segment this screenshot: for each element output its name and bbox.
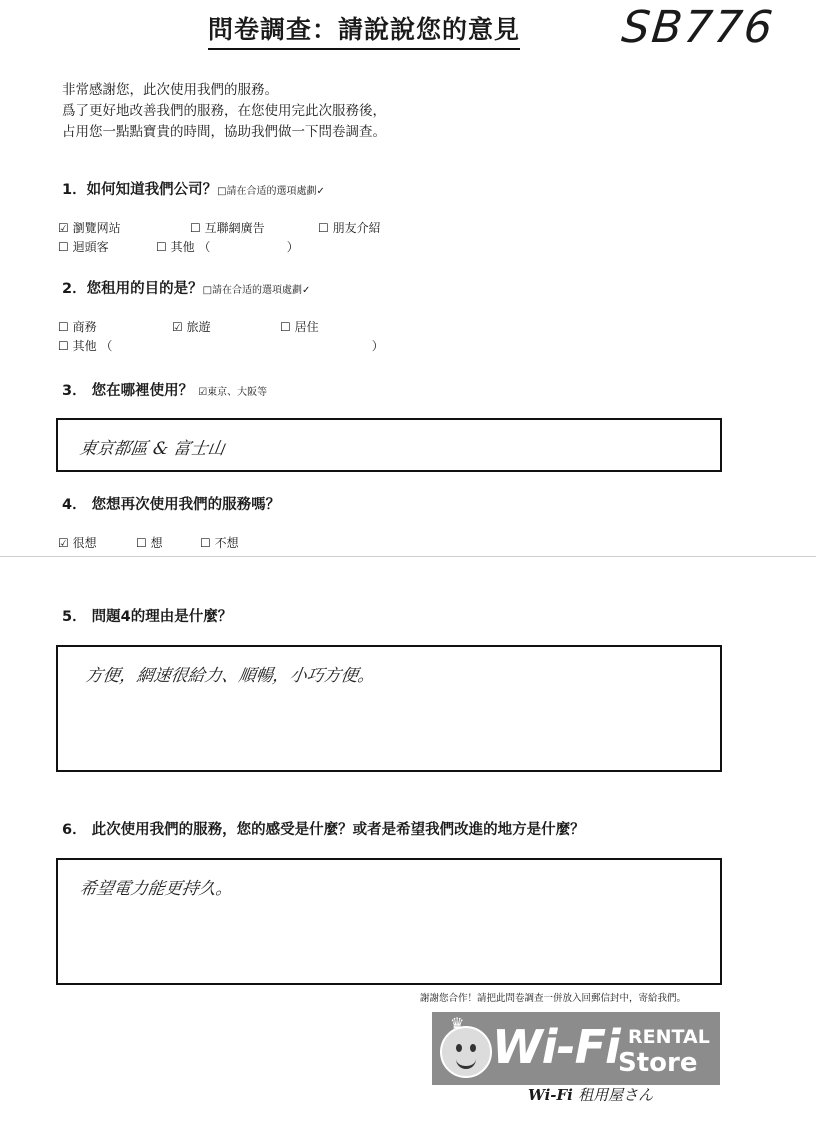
checked-checkbox-icon[interactable]: ☑ [58, 221, 69, 235]
wifi-rental-store-logo [432, 1012, 720, 1085]
question-2 [62, 277, 310, 298]
intro-line-2: 爲了更好地改善我們的服務，在您使用完此次服務後， [62, 103, 386, 119]
q2-option-residence[interactable]: ☐ 居住 [280, 320, 319, 334]
logo-wifi-text: Wi-Fi [492, 1020, 620, 1074]
logo-store-text: Store [618, 1048, 698, 1078]
question-3-hint: ☑東京、大阪等 [198, 387, 268, 398]
q2-option-business[interactable]: ☐ 商務 [58, 320, 97, 334]
handwritten-code: SB776 [619, 2, 777, 53]
answer-box-6[interactable] [56, 858, 722, 985]
logo-subtitle [528, 1084, 653, 1105]
question-1-hint: □請在合适的選項處劃✓ [217, 186, 325, 197]
checkbox-icon[interactable]: ☐ [318, 221, 329, 235]
checkbox-icon[interactable]: ☐ [58, 320, 69, 334]
checkbox-icon[interactable]: ☐ [156, 240, 167, 254]
intro-line-1: 非常感謝您，此次使用我們的服務。 [62, 82, 278, 98]
checkbox-icon[interactable]: ☐ [58, 339, 69, 353]
question-1-label: 1．如何知道我們公司？ [62, 182, 218, 198]
logo-subtitle-jp: 租用屋さん [578, 1086, 654, 1104]
footer-note: 謝謝您合作！請把此問卷調查一併放入回郵信封中，寄給我們。 [420, 993, 687, 1004]
page-title: 問卷調查：請說說您的意見 [208, 10, 520, 50]
checked-checkbox-icon: ☑ [198, 387, 208, 398]
checkbox-icon[interactable]: ☐ [280, 320, 291, 334]
logo-subtitle-en: Wi-Fi [528, 1086, 573, 1104]
intro-text [62, 80, 386, 143]
crown-icon: ♛ [450, 1014, 465, 1033]
answer-box-5[interactable] [56, 645, 722, 772]
checkbox-icon[interactable]: ☐ [58, 240, 69, 254]
question-3-label: 3． 您在哪裡使用？ [62, 383, 194, 399]
q4-option-no[interactable]: ☐ 不想 [200, 536, 239, 550]
answer-6-handwriting: 希望電力能更持久。 [78, 879, 235, 899]
answer-5-handwriting: 方便，網速很給力、順暢，小巧方便。 [84, 666, 377, 686]
q4-option-very-much[interactable]: ☑ 很想 [58, 536, 97, 550]
q2-option-travel[interactable]: ☑ 旅遊 [172, 320, 211, 334]
q1-option-returning[interactable]: ☐ 迴頭客 [58, 240, 109, 254]
checked-checkbox-icon[interactable]: ☑ [58, 536, 69, 550]
checkbox-icon[interactable]: ☐ [136, 536, 147, 550]
intro-line-3: 占用您一點點寶貴的時間，協助我們做一下問卷調查。 [62, 124, 386, 140]
question-6: 6． 此次使用我們的服務，您的感受是什麼？或者是希望我們改進的地方是什麼？ [62, 822, 585, 838]
logo-rental-text: RENTAL [628, 1026, 710, 1048]
checked-checkbox-icon[interactable]: ☑ [172, 320, 183, 334]
q1-option-internet-ad[interactable]: ☐ 互聯網廣告 [190, 221, 265, 235]
question-1 [62, 178, 325, 199]
answer-box-3[interactable] [56, 418, 722, 472]
checkbox-icon[interactable]: ☐ [200, 536, 211, 550]
q1-option-friend[interactable]: ☐ 朋友介紹 [318, 221, 381, 235]
q1-option-other[interactable]: ☐ 其他 （ ） [156, 240, 299, 254]
question-2-hint: □請在合适的選項處劃✓ [202, 285, 311, 296]
checkbox-icon[interactable]: ☐ [190, 221, 201, 235]
question-4: 4． 您想再次使用我們的服務嗎？ [62, 497, 281, 513]
answer-3-handwriting: 東京都區 & 富士山 [78, 439, 227, 459]
q1-option-browse[interactable]: ☑ 瀏覽网站 [58, 221, 121, 235]
question-2-label: 2．您租用的目的是？ [62, 281, 203, 297]
question-5: 5． 問題4的理由是什麼？ [62, 609, 233, 625]
question-3 [62, 379, 267, 400]
q4-option-yes[interactable]: ☐ 想 [136, 536, 163, 550]
q2-option-other[interactable]: ☐ 其他 （ ） [58, 339, 384, 353]
scan-fold-line [0, 556, 816, 557]
mascot-icon [440, 1026, 492, 1078]
